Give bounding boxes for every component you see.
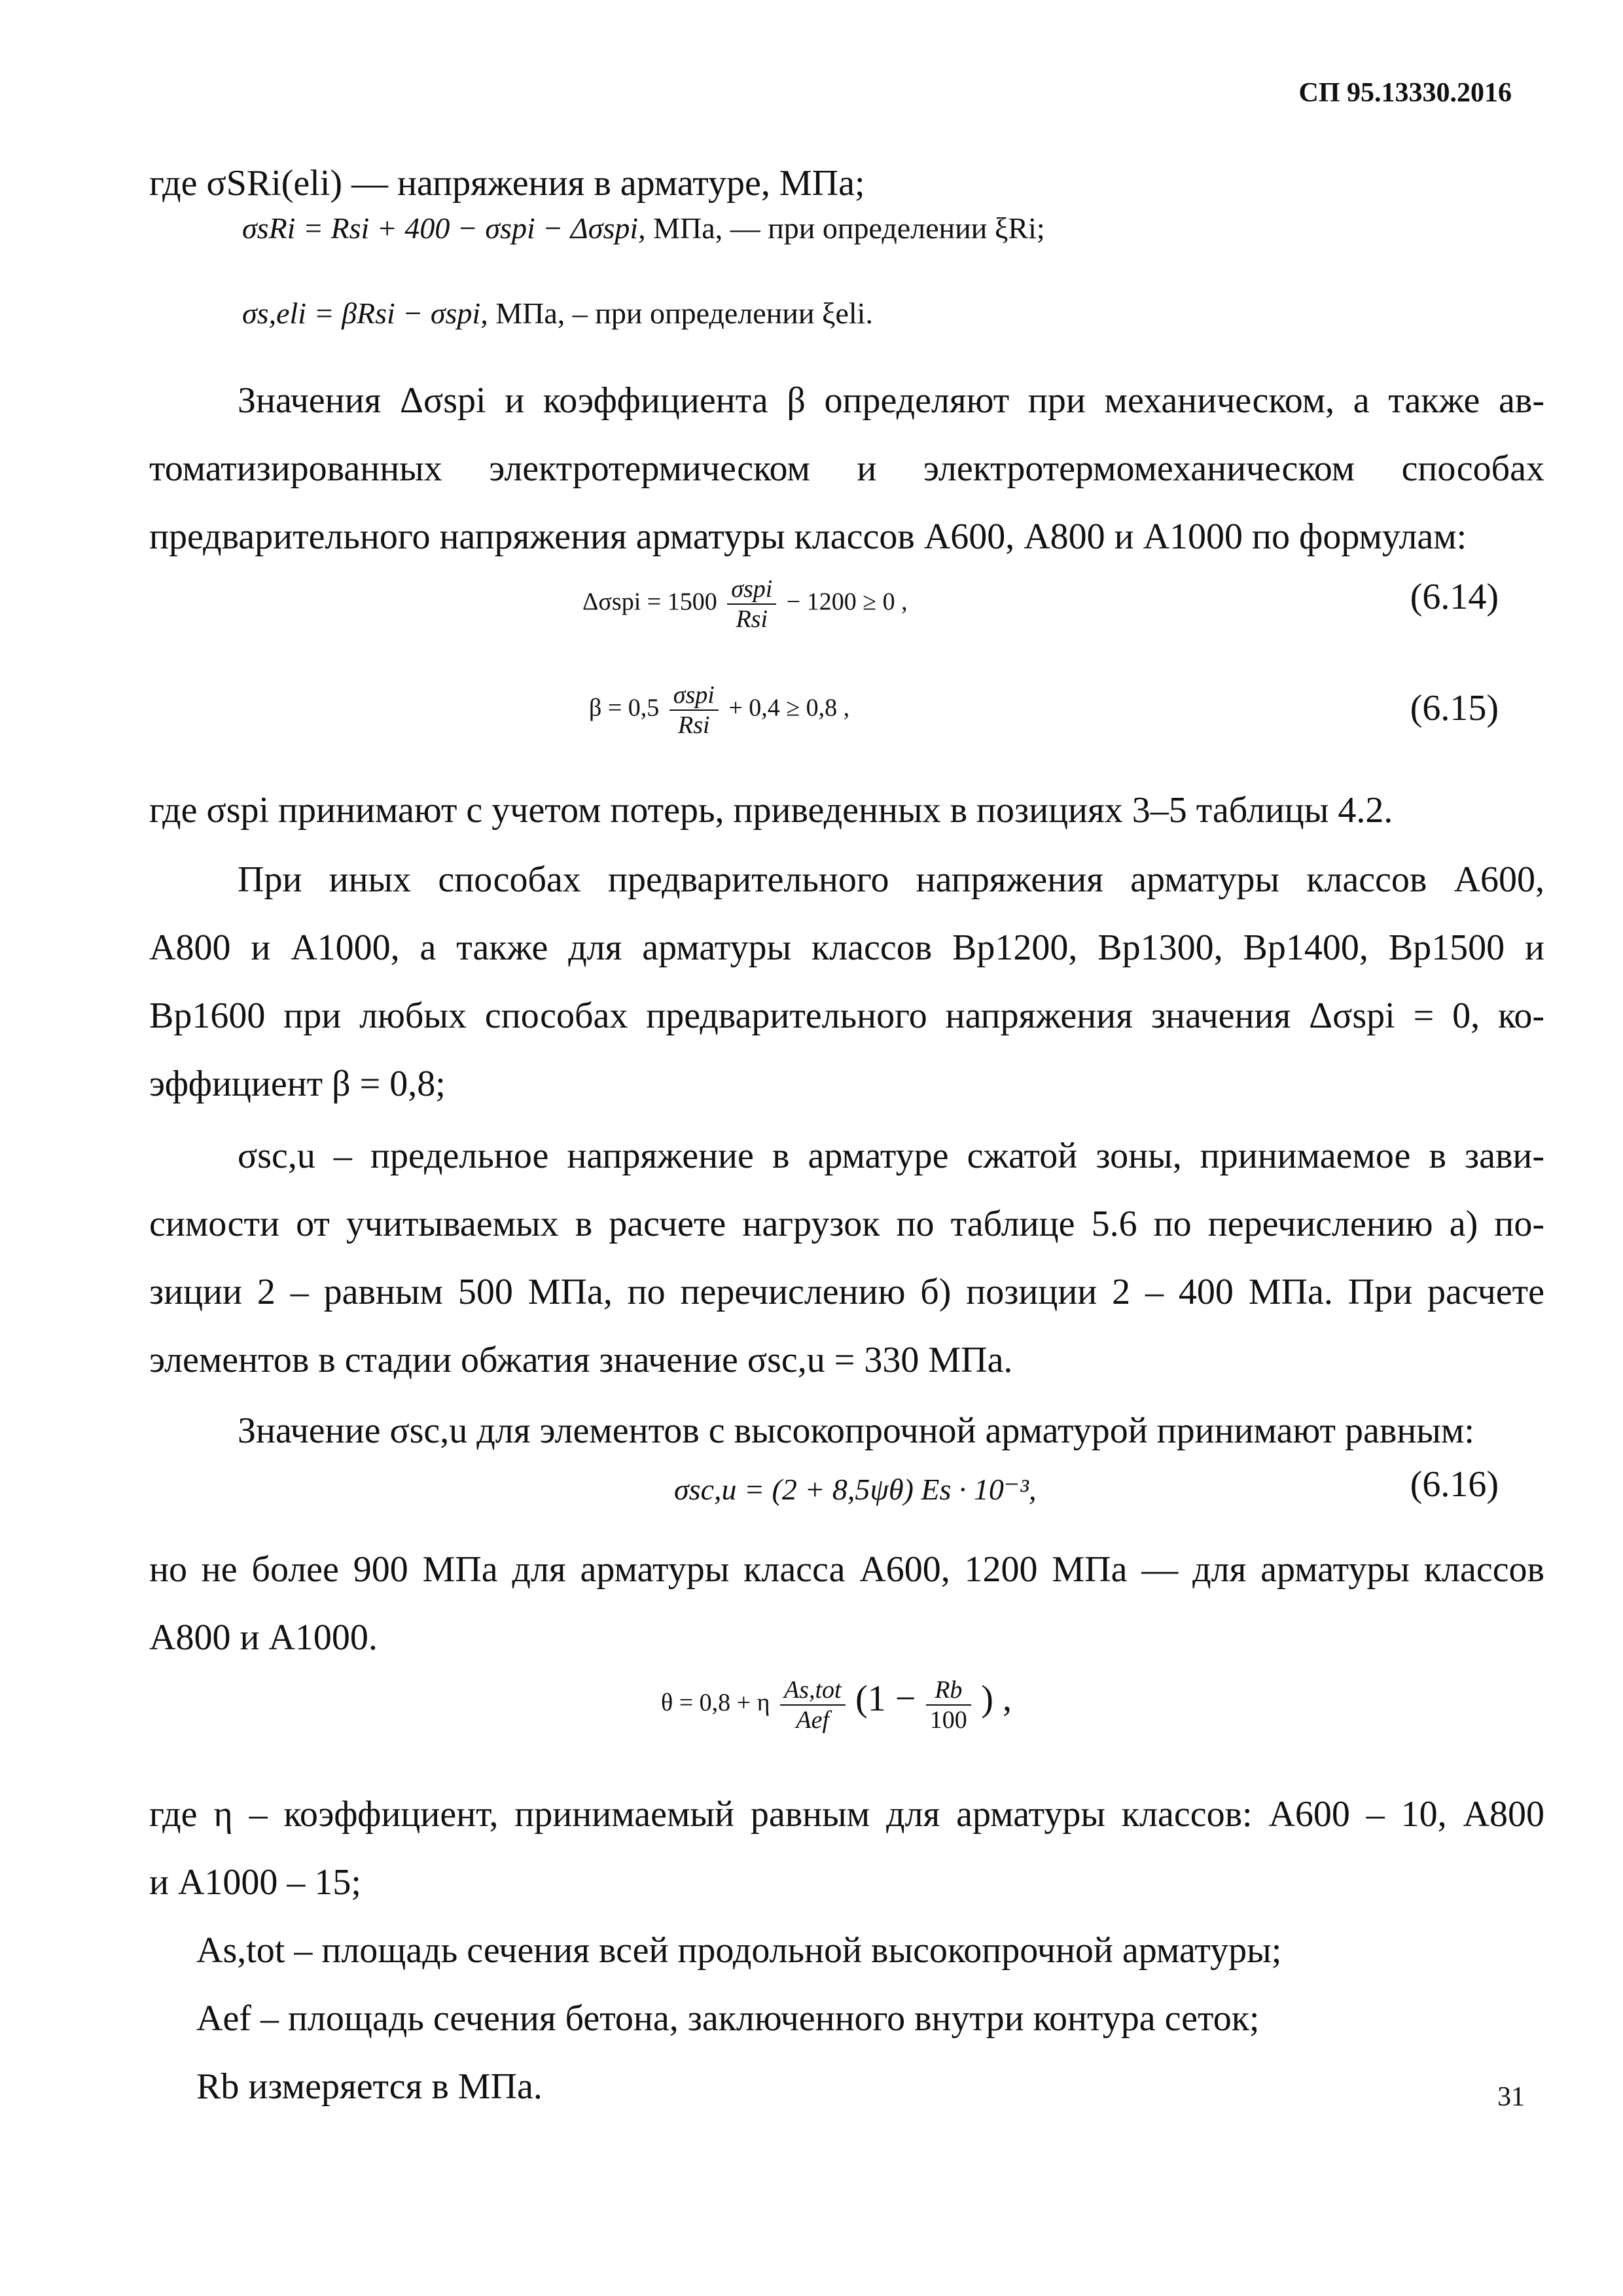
doc-code-header: СП 95.13330.2016 — [1298, 78, 1512, 108]
theta-rhs: ) , — [981, 1678, 1012, 1719]
paragraph-eta-line1: где η – коэффициент, принимаемый равным для арматуры классов: А600 – 10, А800 — [149, 1794, 1544, 1835]
theta-fraction-1-denominator: Aef — [796, 1706, 830, 1734]
paragraph-sigma-spi-losses: где σspi принимают с учетом потерь, приведенных в позициях 3–5 таблицы 4.2. — [149, 790, 1393, 831]
paragraph-aef: Aef – площадь сечения бетона, заключенного внутри контура сеток; — [196, 1998, 1260, 2039]
eq-6-15-fraction — [669, 681, 719, 740]
equation-6-15 — [589, 681, 849, 740]
theta-mid: (1 − — [855, 1678, 916, 1719]
paragraph-sigma-scu-line4: элементов в стадии обжатия значение σsc,u = 330 МПа. — [149, 1340, 1013, 1380]
eq-6-15-lhs: β = 0,5 — [589, 694, 660, 722]
eq-6-16-number: (6.16) — [1410, 1464, 1499, 1505]
equation-6-14 — [582, 575, 908, 634]
formula-sigma-eli — [242, 296, 873, 331]
theta-lhs: θ = 0,8 + η — [661, 1689, 770, 1717]
paragraph-delta-sigma-line3: предварительного напряжения арматуры классов А600, А800 и А1000 по формулам: — [149, 516, 1467, 557]
theta-fraction-1 — [780, 1676, 846, 1734]
paragraph-other-methods-line3: Вр1600 при любых способах предварительного напряжения значения Δσspi = 0, ко- — [149, 996, 1544, 1036]
paragraph-not-more-line2: А800 и А1000. — [149, 1617, 378, 1658]
formula-sigma-sRi-suffix: МПа, — при определении ξRi; — [653, 211, 1045, 245]
eq-6-14-numerator: σspi — [727, 575, 776, 605]
eq-6-15-rhs: + 0,4 ≥ 0,8 , — [728, 694, 850, 722]
paragraph-as-tot: As,tot – площадь сечения всей продольной высокопрочной арматуры; — [196, 1930, 1282, 1971]
eq-6-15-denominator: Rsi — [678, 711, 710, 739]
paragraph-sigma-scu-line3: зиции 2 – равным 500 МПа, по перечислению б) позиции 2 – 400 МПа. При расчете — [149, 1272, 1544, 1312]
eq-6-15-numerator: σspi — [669, 681, 719, 711]
paragraph-other-methods-line1: При иных способах предварительного напряжения арматуры классов А600, — [238, 859, 1544, 900]
page-number: 31 — [1497, 2082, 1525, 2112]
paragraph-where-sigma: где σSRi(eli) — напряжения в арматуре, МПа; — [149, 163, 865, 204]
paragraph-high-strength: Значение σsc,u для элементов с высокопрочной арматурой принимают равным: — [238, 1410, 1474, 1451]
formula-sigma-eli-suffix: МПа, – при определении ξeli. — [495, 296, 873, 330]
eq-6-14-lhs: Δσspi = 1500 — [582, 588, 717, 616]
theta-fraction-2-numerator: Rb — [926, 1676, 971, 1706]
paragraph-delta-sigma-line1: Значения Δσspi и коэффициента β определяют при механическом, а также ав- — [238, 380, 1544, 421]
eq-6-14-rhs: − 1200 ≥ 0 , — [786, 588, 908, 616]
paragraph-sigma-scu-line1: σsc,u – предельное напряжение в арматуре сжатой зоны, принимаемое в зави- — [238, 1136, 1544, 1176]
equation-theta — [661, 1676, 1012, 1734]
theta-fraction-1-numerator: As,tot — [780, 1676, 846, 1706]
eq-6-14-fraction — [727, 575, 776, 634]
paragraph-rb: Rb измеряется в МПа. — [196, 2066, 543, 2107]
formula-sigma-eli-expr: σs,eli = βRsi − σspi, — [242, 296, 488, 330]
theta-fraction-2-denominator: 100 — [929, 1706, 967, 1734]
paragraph-eta-line2: и А1000 – 15; — [149, 1862, 361, 1903]
paragraph-not-more-line1: но не более 900 МПа для арматуры класса А600, 1200 МПа — для арматуры классов — [149, 1549, 1544, 1590]
theta-fraction-2 — [926, 1676, 971, 1734]
paragraph-delta-sigma-line2: томатизированных электротермическом и электротермомеханическом способах — [149, 448, 1544, 489]
formula-sigma-sRi-expr: σsRi = Rsi + 400 − σspi − Δσspi, — [242, 211, 646, 245]
formula-sigma-sRi — [242, 211, 1045, 245]
eq-6-14-number: (6.14) — [1410, 577, 1499, 617]
eq-6-14-denominator: Rsi — [736, 605, 768, 633]
equation-6-16: σsc,u = (2 + 8,5ψθ) Es · 10⁻³, — [674, 1473, 1037, 1506]
paragraph-other-methods-line2: А800 и А1000, а также для арматуры классов Вр1200, Вр1300, Вр1400, Вр1500 и — [149, 927, 1544, 968]
paragraph-other-methods-line4: эффициент β = 0,8; — [149, 1064, 446, 1104]
eq-6-15-number: (6.15) — [1410, 688, 1499, 728]
paragraph-sigma-scu-line2: симости от учитываемых в расчете нагрузок по таблице 5.6 по перечислению а) по- — [149, 1204, 1544, 1244]
